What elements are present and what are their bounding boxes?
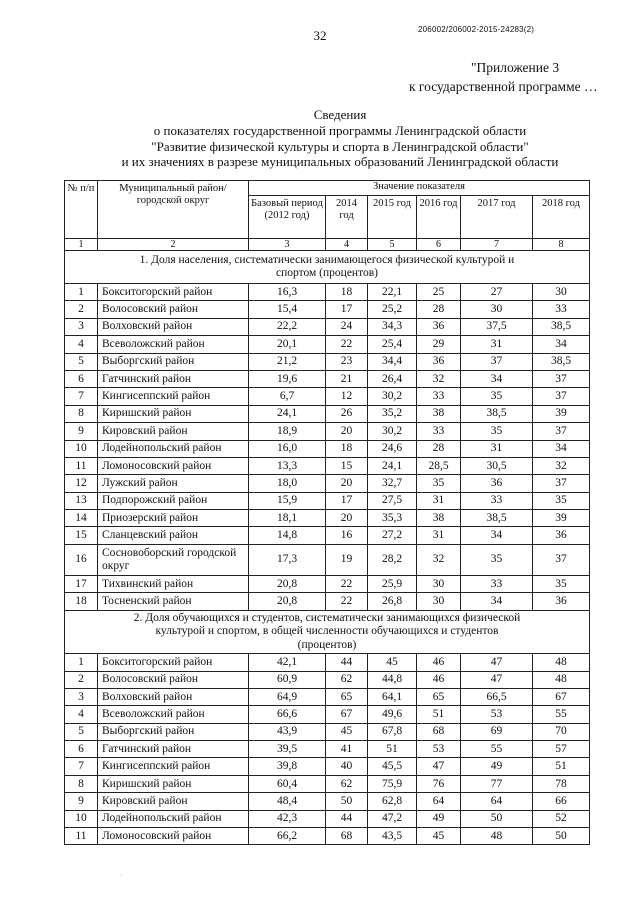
value-2016: 30 <box>417 593 461 610</box>
value-2016: 28,5 <box>417 457 461 474</box>
value-2014: 16 <box>326 527 368 544</box>
value-2015: 27,5 <box>368 492 417 509</box>
table-row <box>65 457 590 474</box>
value-2015: 51 <box>368 741 417 758</box>
base-value: 21,2 <box>249 353 326 370</box>
table-row <box>65 671 590 688</box>
value-2016: 29 <box>417 336 461 353</box>
value-2015: 34,3 <box>368 318 417 335</box>
district-name: Сосновоборский городской округ <box>98 544 249 575</box>
district-name: Ломоносовский район <box>98 828 249 845</box>
value-2018: 48 <box>533 654 590 671</box>
value-2017: 48 <box>461 828 533 845</box>
value-2015: 25,2 <box>368 301 417 318</box>
base-value: 39,5 <box>249 741 326 758</box>
value-2016: 64 <box>417 793 461 810</box>
table-row <box>65 353 590 370</box>
row-number: 18 <box>65 593 98 610</box>
table-row <box>65 318 590 335</box>
value-2017: 31 <box>461 336 533 353</box>
value-2018: 48 <box>533 671 590 688</box>
value-2016: 31 <box>417 492 461 509</box>
row-number: 17 <box>65 575 98 592</box>
base-value: 14,8 <box>249 527 326 544</box>
row-number: 13 <box>65 492 98 509</box>
value-2018: 36 <box>533 593 590 610</box>
value-2016: 38 <box>417 510 461 527</box>
value-2015: 45,5 <box>368 758 417 775</box>
base-value: 18,0 <box>249 475 326 492</box>
value-2015: 25,4 <box>368 336 417 353</box>
column-number: 6 <box>417 239 461 251</box>
base-value: 20,1 <box>249 336 326 353</box>
value-2014: 22 <box>326 575 368 592</box>
section-2-title: 2. Доля обучающихся и студентов, систематически занимающихся физической культурой и спортом, в общей численности обучающихся и студентов (процентов) <box>65 610 590 654</box>
district-name: Лодейнопольский район <box>98 440 249 457</box>
row-number: 9 <box>65 423 98 440</box>
value-2017: 34 <box>461 527 533 544</box>
table-row <box>65 688 590 705</box>
value-2014: 18 <box>326 440 368 457</box>
table-row <box>65 527 590 544</box>
value-2017: 30,5 <box>461 457 533 474</box>
value-2014: 17 <box>326 301 368 318</box>
base-value: 17,3 <box>249 544 326 575</box>
row-number: 11 <box>65 457 98 474</box>
row-number: 6 <box>65 741 98 758</box>
district-name: Волосовский район <box>98 671 249 688</box>
value-2018: 55 <box>533 706 590 723</box>
document-subtitle-line-1: о показателях государственной программы Ленинградской области <box>153 123 527 138</box>
row-number: 2 <box>65 301 98 318</box>
appendix-label: "Приложение 3 <box>471 60 560 75</box>
section-1-title-row <box>65 251 590 284</box>
value-2015: 35,3 <box>368 510 417 527</box>
table-row <box>65 370 590 387</box>
value-2014: 44 <box>326 810 368 827</box>
value-2018: 52 <box>533 810 590 827</box>
district-name: Выборгский район <box>98 353 249 370</box>
value-2018: 38,5 <box>533 353 590 370</box>
table-row <box>65 440 590 457</box>
value-2018: 32 <box>533 457 590 474</box>
value-2014: 20 <box>326 510 368 527</box>
value-2014: 22 <box>326 336 368 353</box>
row-number: 3 <box>65 318 98 335</box>
header-district: Муниципальный район/ городской округ <box>98 181 249 239</box>
header-num: № п/п <box>65 181 98 239</box>
value-2018: 66 <box>533 793 590 810</box>
row-number: 10 <box>65 810 98 827</box>
value-2018: 38,5 <box>533 318 590 335</box>
value-2018: 34 <box>533 440 590 457</box>
district-name: Кировский район <box>98 793 249 810</box>
value-2015: 27,2 <box>368 527 417 544</box>
value-2014: 40 <box>326 758 368 775</box>
value-2018: 37 <box>533 475 590 492</box>
value-2016: 30 <box>417 575 461 592</box>
value-2016: 68 <box>417 723 461 740</box>
value-2017: 77 <box>461 775 533 792</box>
value-2017: 47 <box>461 654 533 671</box>
value-2018: 39 <box>533 405 590 422</box>
value-2014: 17 <box>326 492 368 509</box>
column-number: 3 <box>249 239 326 251</box>
value-2018: 67 <box>533 688 590 705</box>
table-row <box>65 423 590 440</box>
district-name: Ломоносовский район <box>98 457 249 474</box>
base-value: 15,4 <box>249 301 326 318</box>
row-number: 8 <box>65 775 98 792</box>
value-2014: 62 <box>326 671 368 688</box>
row-number: 16 <box>65 544 98 575</box>
row-number: 2 <box>65 671 98 688</box>
scan-mark: ˈ <box>120 875 122 881</box>
value-2016: 45 <box>417 828 461 845</box>
header-2016: 2016 год <box>417 196 461 239</box>
table-row <box>65 741 590 758</box>
district-name: Всеволожский район <box>98 706 249 723</box>
value-2014: 19 <box>326 544 368 575</box>
base-value: 66,2 <box>249 828 326 845</box>
value-2014: 22 <box>326 593 368 610</box>
value-2017: 55 <box>461 741 533 758</box>
value-2016: 49 <box>417 810 461 827</box>
value-2017: 35 <box>461 388 533 405</box>
district-name: Киришский район <box>98 775 249 792</box>
value-2018: 37 <box>533 544 590 575</box>
district-name: Тосненский район <box>98 593 249 610</box>
district-name: Всеволожский район <box>98 336 249 353</box>
value-2016: 33 <box>417 423 461 440</box>
value-2018: 51 <box>533 758 590 775</box>
row-number: 5 <box>65 723 98 740</box>
value-2014: 20 <box>326 475 368 492</box>
table-row <box>65 492 590 509</box>
base-value: 15,9 <box>249 492 326 509</box>
value-2017: 33 <box>461 492 533 509</box>
value-2017: 38,5 <box>461 510 533 527</box>
value-2016: 46 <box>417 671 461 688</box>
district-name: Гатчинский район <box>98 370 249 387</box>
value-2017: 69 <box>461 723 533 740</box>
base-value: 18,9 <box>249 423 326 440</box>
value-2017: 33 <box>461 575 533 592</box>
district-name: Выборгский район <box>98 723 249 740</box>
value-2015: 30,2 <box>368 423 417 440</box>
district-name: Волосовский район <box>98 301 249 318</box>
row-number: 7 <box>65 758 98 775</box>
document-title: Сведения <box>313 107 367 122</box>
row-number: 5 <box>65 353 98 370</box>
table-row <box>65 810 590 827</box>
value-2018: 39 <box>533 510 590 527</box>
row-number: 4 <box>65 706 98 723</box>
row-number: 6 <box>65 370 98 387</box>
row-number: 15 <box>65 527 98 544</box>
value-2015: 64,1 <box>368 688 417 705</box>
header-2014: 2014 год <box>326 196 368 239</box>
value-2017: 31 <box>461 440 533 457</box>
table-row <box>65 475 590 492</box>
value-2014: 67 <box>326 706 368 723</box>
value-2015: 44,8 <box>368 671 417 688</box>
value-2014: 44 <box>326 654 368 671</box>
table-row <box>65 336 590 353</box>
table-row <box>65 775 590 792</box>
district-name: Киришский район <box>98 405 249 422</box>
header-row <box>65 181 590 196</box>
value-2015: 45 <box>368 654 417 671</box>
value-2018: 70 <box>533 723 590 740</box>
value-2015: 62,8 <box>368 793 417 810</box>
row-number: 3 <box>65 688 98 705</box>
base-value: 66,6 <box>249 706 326 723</box>
base-value: 60,4 <box>249 775 326 792</box>
value-2016: 28 <box>417 301 461 318</box>
table-row <box>65 284 590 301</box>
column-number: 5 <box>368 239 417 251</box>
value-2015: 34,4 <box>368 353 417 370</box>
value-2016: 76 <box>417 775 461 792</box>
row-number: 1 <box>65 654 98 671</box>
column-number: 4 <box>326 239 368 251</box>
district-name: Лужский район <box>98 475 249 492</box>
district-name: Лодейнопольский район <box>98 810 249 827</box>
header-2015: 2015 год <box>368 196 417 239</box>
base-value: 60,9 <box>249 671 326 688</box>
table-row <box>65 828 590 845</box>
value-2014: 20 <box>326 423 368 440</box>
value-2015: 26,8 <box>368 593 417 610</box>
base-value: 16,0 <box>249 440 326 457</box>
base-value: 18,1 <box>249 510 326 527</box>
section-1-title: 1. Доля населения, систематически занимающегося физической культурой и спортом (процентов) <box>65 251 590 284</box>
table-row <box>65 544 590 575</box>
row-number: 9 <box>65 793 98 810</box>
header-2018: 2018 год <box>533 196 590 239</box>
base-value: 22,2 <box>249 318 326 335</box>
district-name: Кингисеппский район <box>98 758 249 775</box>
district-name: Приозерский район <box>98 510 249 527</box>
district-name: Волховский район <box>98 318 249 335</box>
column-number: 2 <box>98 239 249 251</box>
document-subtitle-line-3: и их значениях в разрезе муниципальных образований Ленинградской области <box>121 154 559 169</box>
column-number-row <box>65 239 590 251</box>
value-2018: 34 <box>533 336 590 353</box>
table-row <box>65 405 590 422</box>
value-2017: 35 <box>461 423 533 440</box>
value-2015: 30,2 <box>368 388 417 405</box>
value-2014: 41 <box>326 741 368 758</box>
value-2016: 51 <box>417 706 461 723</box>
base-value: 48,4 <box>249 793 326 810</box>
value-2017: 49 <box>461 758 533 775</box>
value-2015: 43,5 <box>368 828 417 845</box>
value-2017: 34 <box>461 370 533 387</box>
district-name: Тихвинский район <box>98 575 249 592</box>
base-value: 64,9 <box>249 688 326 705</box>
value-2014: 23 <box>326 353 368 370</box>
value-2015: 35,2 <box>368 405 417 422</box>
table-body <box>65 181 590 845</box>
column-number: 1 <box>65 239 98 251</box>
value-2015: 47,2 <box>368 810 417 827</box>
value-2018: 50 <box>533 828 590 845</box>
table-row <box>65 388 590 405</box>
value-2016: 35 <box>417 475 461 492</box>
value-2018: 37 <box>533 370 590 387</box>
value-2016: 32 <box>417 544 461 575</box>
value-2018: 33 <box>533 301 590 318</box>
table-row <box>65 706 590 723</box>
district-name: Сланцевский район <box>98 527 249 544</box>
base-value: 43,9 <box>249 723 326 740</box>
row-number: 4 <box>65 336 98 353</box>
value-2016: 36 <box>417 353 461 370</box>
value-2015: 67,8 <box>368 723 417 740</box>
value-2016: 31 <box>417 527 461 544</box>
base-value: 20,8 <box>249 575 326 592</box>
table-row <box>65 654 590 671</box>
district-name: Гатчинский район <box>98 741 249 758</box>
value-2018: 30 <box>533 284 590 301</box>
table-row <box>65 510 590 527</box>
column-number: 7 <box>461 239 533 251</box>
value-2016: 32 <box>417 370 461 387</box>
table-row <box>65 723 590 740</box>
district-name: Бокситогорский район <box>98 654 249 671</box>
value-2015: 24,6 <box>368 440 417 457</box>
column-number: 8 <box>533 239 590 251</box>
base-value: 42,3 <box>249 810 326 827</box>
value-2017: 66,5 <box>461 688 533 705</box>
value-2016: 38 <box>417 405 461 422</box>
value-2015: 26,4 <box>368 370 417 387</box>
value-2018: 35 <box>533 492 590 509</box>
table-row <box>65 793 590 810</box>
value-2017: 53 <box>461 706 533 723</box>
value-2018: 35 <box>533 575 590 592</box>
value-2015: 25,9 <box>368 575 417 592</box>
value-2014: 45 <box>326 723 368 740</box>
district-name: Бокситогорский район <box>98 284 249 301</box>
value-2015: 32,7 <box>368 475 417 492</box>
value-2015: 24,1 <box>368 457 417 474</box>
base-value: 13,3 <box>249 457 326 474</box>
value-2016: 36 <box>417 318 461 335</box>
indicators-table <box>64 180 590 845</box>
value-2017: 34 <box>461 593 533 610</box>
table-row <box>65 301 590 318</box>
base-value: 16,3 <box>249 284 326 301</box>
value-2015: 28,2 <box>368 544 417 575</box>
table-row <box>65 758 590 775</box>
row-number: 11 <box>65 828 98 845</box>
base-value: 6,7 <box>249 388 326 405</box>
value-2016: 46 <box>417 654 461 671</box>
appendix-reference: к государственной программе … <box>409 79 598 94</box>
value-2018: 37 <box>533 423 590 440</box>
value-2018: 36 <box>533 527 590 544</box>
value-2017: 47 <box>461 671 533 688</box>
value-2015: 49,6 <box>368 706 417 723</box>
value-2014: 62 <box>326 775 368 792</box>
row-number: 8 <box>65 405 98 422</box>
value-2014: 12 <box>326 388 368 405</box>
value-2017: 38,5 <box>461 405 533 422</box>
value-2014: 26 <box>326 405 368 422</box>
value-2014: 18 <box>326 284 368 301</box>
value-2017: 37 <box>461 353 533 370</box>
value-2018: 78 <box>533 775 590 792</box>
value-2017: 35 <box>461 544 533 575</box>
row-number: 7 <box>65 388 98 405</box>
row-number: 14 <box>65 510 98 527</box>
value-2017: 30 <box>461 301 533 318</box>
value-2016: 28 <box>417 440 461 457</box>
value-2014: 68 <box>326 828 368 845</box>
section-2-title-row <box>65 610 590 654</box>
district-name: Кингисеппский район <box>98 388 249 405</box>
value-2014: 50 <box>326 793 368 810</box>
district-name: Волховский район <box>98 688 249 705</box>
header-base-period: Базовый период (2012 год) <box>249 196 326 239</box>
value-2014: 21 <box>326 370 368 387</box>
value-2016: 47 <box>417 758 461 775</box>
header-value-group: Значение показателя <box>249 181 590 196</box>
base-value: 19,6 <box>249 370 326 387</box>
value-2016: 25 <box>417 284 461 301</box>
base-value: 24,1 <box>249 405 326 422</box>
value-2015: 22,1 <box>368 284 417 301</box>
value-2014: 24 <box>326 318 368 335</box>
value-2014: 15 <box>326 457 368 474</box>
district-name: Подпорожский район <box>98 492 249 509</box>
value-2017: 27 <box>461 284 533 301</box>
base-value: 42,1 <box>249 654 326 671</box>
value-2017: 50 <box>461 810 533 827</box>
document-subtitle-line-2: "Развитие физической культуры и спорта в Ленинградской области" <box>151 139 529 154</box>
base-value: 20,8 <box>249 593 326 610</box>
value-2015: 75,9 <box>368 775 417 792</box>
base-value: 39,8 <box>249 758 326 775</box>
value-2016: 33 <box>417 388 461 405</box>
value-2014: 65 <box>326 688 368 705</box>
district-name: Кировский район <box>98 423 249 440</box>
value-2018: 57 <box>533 741 590 758</box>
value-2017: 36 <box>461 475 533 492</box>
page-number: 32 <box>313 28 327 43</box>
value-2017: 37,5 <box>461 318 533 335</box>
row-number: 12 <box>65 475 98 492</box>
table-row <box>65 575 590 592</box>
header-2017: 2017 год <box>461 196 533 239</box>
value-2016: 65 <box>417 688 461 705</box>
value-2016: 53 <box>417 741 461 758</box>
value-2018: 37 <box>533 388 590 405</box>
row-number: 10 <box>65 440 98 457</box>
value-2017: 64 <box>461 793 533 810</box>
row-number: 1 <box>65 284 98 301</box>
document-code: 206002/206002-2015-24283(2) <box>418 25 535 34</box>
table-row <box>65 593 590 610</box>
